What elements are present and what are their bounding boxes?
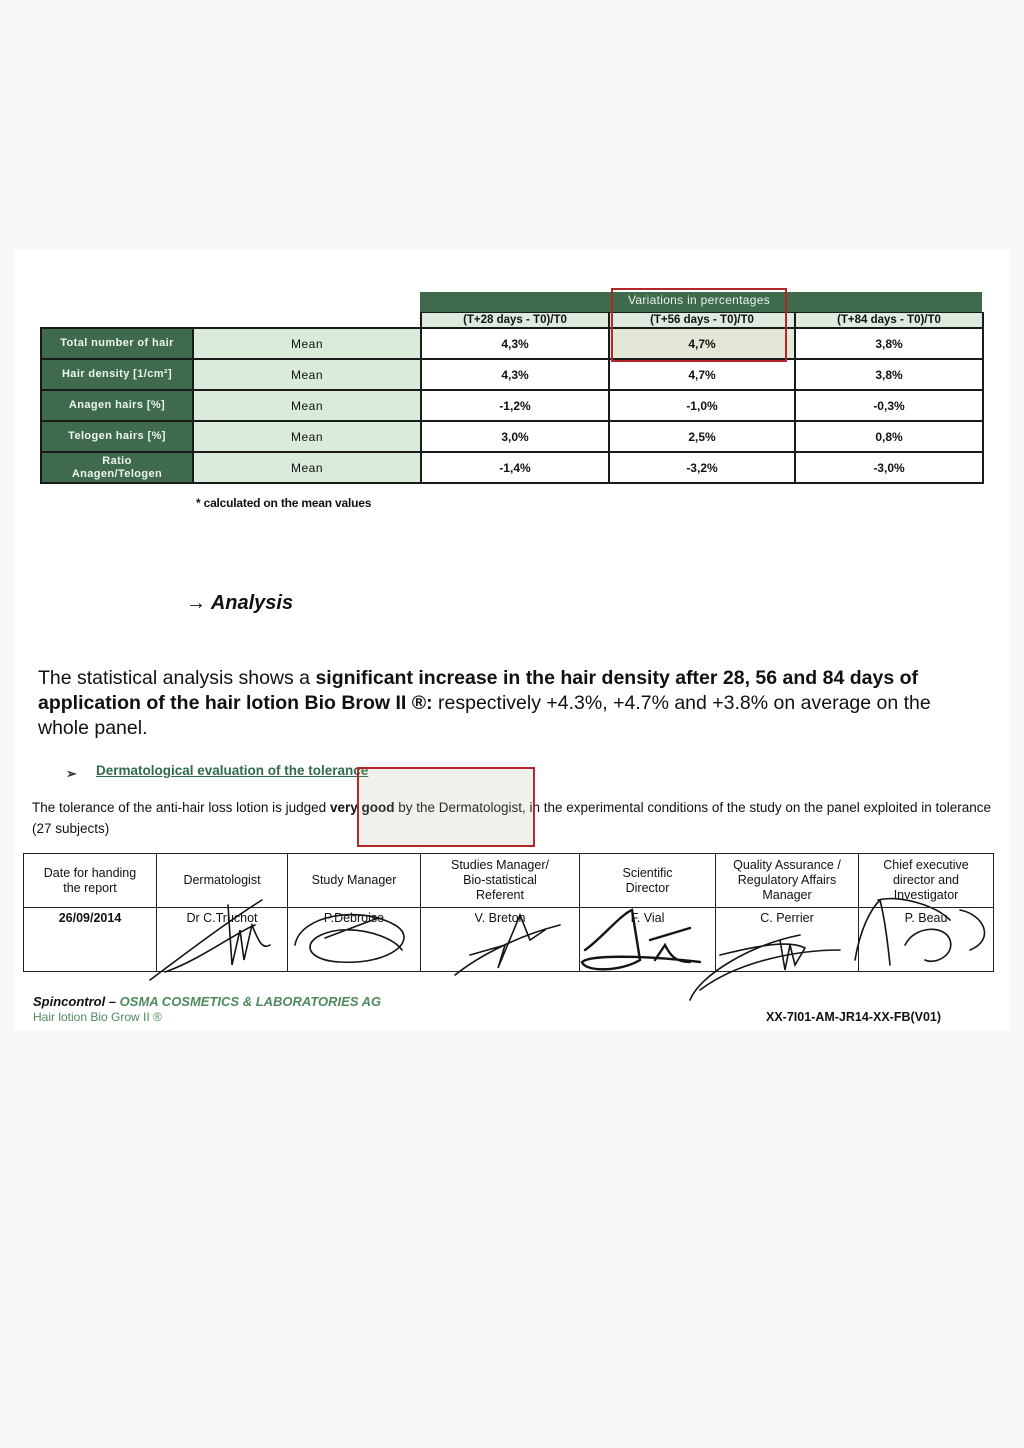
value-cell: -1,4% — [421, 452, 609, 483]
signature-header — [157, 854, 288, 908]
value-cell: 4,3% — [421, 359, 609, 390]
row-label: Total number of hair — [41, 328, 193, 359]
tolerance-text: The tolerance of the anti-hair loss lotion is judged — [32, 800, 330, 815]
value-cell: 3,8% — [795, 359, 983, 390]
analysis-text: The statistical analysis shows a — [38, 667, 316, 689]
header-line: the report — [63, 880, 117, 895]
tolerance-heading: Dermatological evaluation of the tolerance — [96, 763, 369, 778]
header-line: Investigator — [893, 888, 959, 902]
value-cell: -0,3% — [795, 390, 983, 421]
signatures-value-row — [24, 908, 994, 972]
highlight-box — [611, 288, 787, 362]
header-line: Bio-statistical — [463, 873, 537, 887]
header-line: Regulatory Affairs — [737, 873, 837, 887]
header-line: Studies Manager/ — [451, 858, 549, 872]
stat-cell: Mean — [193, 328, 421, 359]
tolerance-emphasis: very good — [329, 800, 395, 815]
value-cell: 0,8% — [795, 421, 983, 452]
bullet-arrow-icon: ➢ — [66, 766, 77, 781]
stat-cell: Mean — [193, 452, 421, 483]
column-header: (T+28 days - T0)/T0 — [421, 313, 609, 329]
footer-product: Hair lotion Bio Grow II ® — [33, 1010, 162, 1024]
value-cell: -3,0% — [795, 452, 983, 483]
table-row — [41, 359, 983, 390]
footer-company-prefix: Spincontrol – — [33, 994, 120, 1009]
value-cell: 3,0% — [421, 421, 609, 452]
table-row — [41, 421, 983, 452]
signatures-table — [23, 853, 994, 972]
row-label — [41, 452, 193, 483]
header-line: Date for handing — [43, 865, 137, 880]
row-label-line: Anagen/Telogen — [71, 467, 163, 480]
signature-header — [716, 854, 859, 908]
stat-cell: Mean — [193, 359, 421, 390]
column-header: (T+56 days - T0)/T0 — [609, 313, 795, 329]
value-cell: -1,0% — [609, 390, 795, 421]
table-footnote: * calculated on the mean values — [196, 496, 372, 510]
analysis-paragraph — [38, 666, 968, 741]
header-line: Manager — [762, 888, 812, 902]
header-line: director and — [892, 873, 959, 887]
signature-header — [859, 854, 994, 908]
signatory-name: Dr C.Truchot — [157, 908, 288, 972]
header-line: Referent — [476, 888, 524, 902]
document-reference: XX-7I01-AM-JR14-XX-FB(V01) — [766, 1010, 942, 1024]
analysis-emphasis: significant increase in the hair density after 28, 56 and 84 days of application of the hair lotion Bio Brow II ®: — [38, 667, 919, 714]
tolerance-text: by the Dermatologist, in the experimental conditions of the study on the panel exploited in tolerance (27 subjects) — [32, 800, 992, 836]
value-cell: -3,2% — [609, 452, 795, 483]
row-label: Hair density [1/cm²] — [41, 359, 193, 390]
column-header: (T+84 days - T0)/T0 — [795, 313, 983, 329]
header-line: Scientific — [622, 865, 673, 880]
value-cell: 4,7% — [609, 328, 795, 359]
value-cell: 3,8% — [795, 328, 983, 359]
header-line: Quality Assurance / — [733, 858, 841, 872]
signatory-name: F. Vial — [580, 908, 716, 972]
report-date: 26/09/2014 — [24, 908, 157, 972]
row-label-line: Ratio — [102, 454, 132, 467]
header-line: Dermatologist — [183, 873, 261, 887]
footer-company-name: OSMA COSMETICS & LABORATORIES AG — [119, 994, 382, 1009]
row-label: Anagen hairs [%] — [41, 390, 193, 421]
signatures-header-row — [24, 854, 994, 908]
value-cell: 4,3% — [421, 328, 609, 359]
highlight-box — [357, 767, 535, 847]
header-line: Director — [625, 880, 670, 895]
footer-company — [33, 994, 381, 1009]
signatory-name: P. Beau — [859, 908, 994, 972]
results-table — [40, 312, 984, 484]
value-cell: 4,7% — [609, 359, 795, 390]
row-label: Telogen hairs [%] — [41, 421, 193, 452]
variations-title: Variations in percentages — [627, 293, 771, 307]
signature-header — [288, 854, 421, 908]
table-row — [41, 452, 983, 483]
table-row — [41, 390, 983, 421]
header-line: Chief executive — [883, 858, 969, 872]
footer-company-block — [33, 994, 381, 1024]
stat-cell: Mean — [193, 390, 421, 421]
table-row — [41, 328, 983, 359]
stat-cell: Mean — [193, 421, 421, 452]
signature-header — [421, 854, 580, 908]
signatory-name: P.Debroise — [288, 908, 421, 972]
signatory-name: V. Breton — [421, 908, 580, 972]
signatory-name: C. Perrier — [716, 908, 859, 972]
analysis-heading: → Analysis — [186, 592, 294, 614]
column-header-row — [41, 313, 983, 329]
signature-header — [24, 854, 157, 908]
header-line: Study Manager — [311, 873, 397, 887]
value-cell: -1,2% — [421, 390, 609, 421]
analysis-text: respectively +4.3%, +4.7% and +3.8% on average on the whole panel. — [38, 692, 931, 739]
signature-header — [580, 854, 716, 908]
value-cell: 2,5% — [609, 421, 795, 452]
